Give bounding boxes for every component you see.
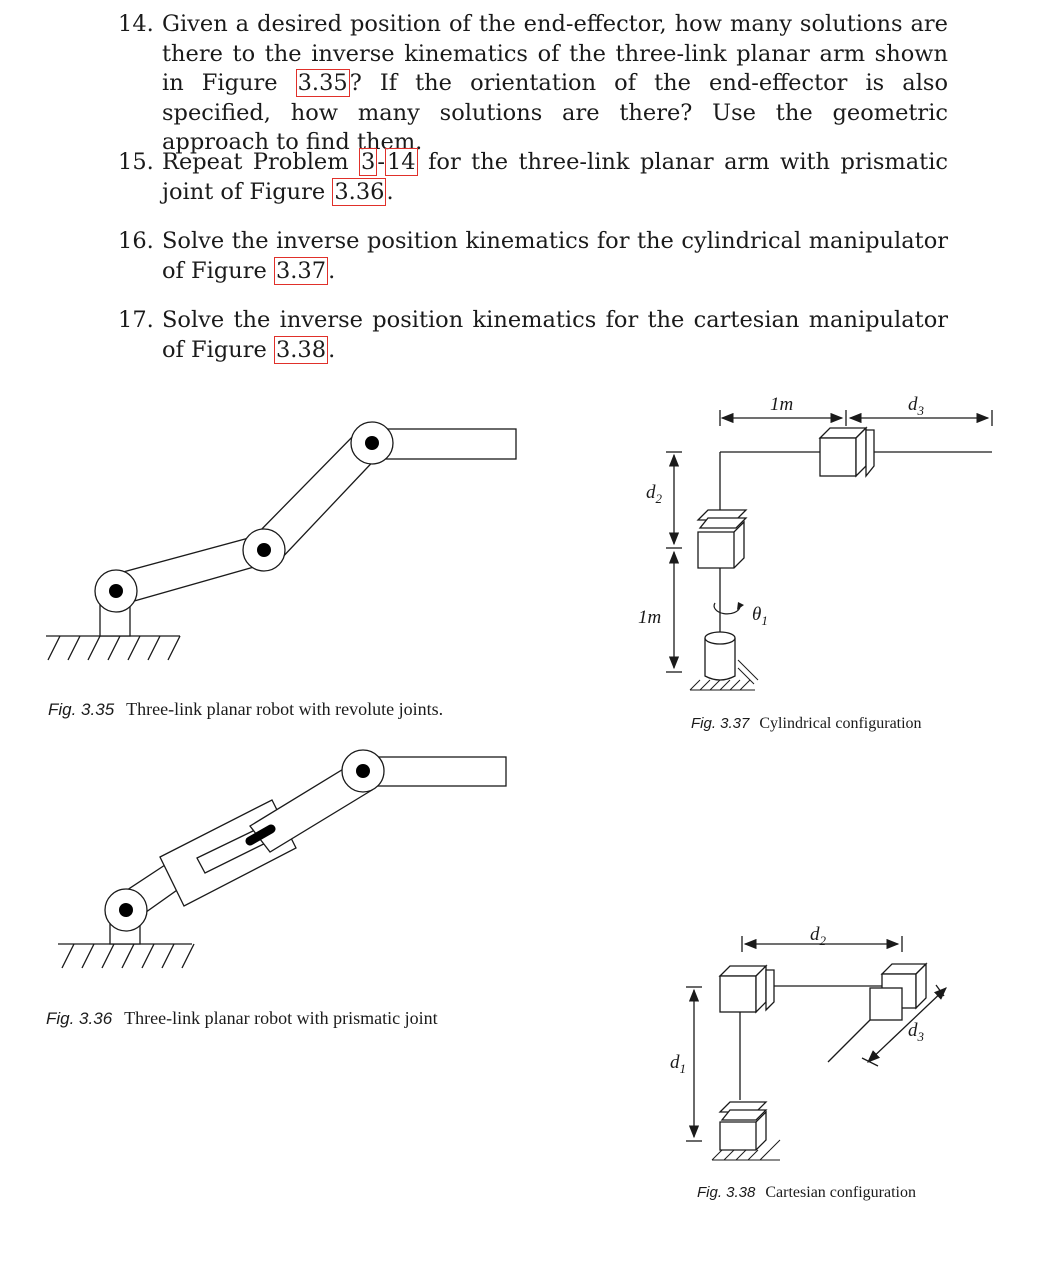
figure-reference-link[interactable]: 3.36 xyxy=(334,178,385,205)
figure-reference-link[interactable]: 3.37 xyxy=(275,257,327,284)
caption-fig-3-36 xyxy=(46,1008,438,1029)
figure-reference-link[interactable]: 14 xyxy=(386,149,416,175)
problem-text-run: - xyxy=(377,149,385,175)
figure-number: Fig. 3.35 xyxy=(48,700,115,719)
problem-text-run: Solve the inverse position kinematics for the cartesian manipulator of Figure xyxy=(162,307,948,363)
figure-reference-link[interactable]: 3.38 xyxy=(275,336,327,363)
problem-text-run: Repeat Problem xyxy=(162,149,360,175)
dim-label-d1: $d_1$ xyxy=(670,1052,686,1076)
fig-3-35-drawing xyxy=(46,422,516,660)
caption-fig-3-38 xyxy=(697,1184,916,1202)
problem-text-run: . xyxy=(386,178,394,205)
ground-hatch xyxy=(58,944,194,968)
figure-number: Fig. 3.36 xyxy=(46,1009,113,1028)
figure-number: Fig. 3.38 xyxy=(697,1184,756,1201)
problem-number: 14. xyxy=(118,11,154,37)
caption-fig-3-35 xyxy=(48,699,443,720)
figure-reference-link[interactable]: 3 xyxy=(361,149,376,175)
dim-label-d3: $d_3$ xyxy=(908,394,924,418)
ground-hatch xyxy=(46,636,180,660)
problem-text-run: . xyxy=(328,336,336,363)
figure-caption: Three-link planar robot with revolute joints. xyxy=(126,699,444,719)
caption-fig-3-37 xyxy=(691,715,922,733)
dim-label-1m-top: 1m xyxy=(770,394,794,415)
dim-label-1m-base: 1m xyxy=(638,607,662,628)
problem-number: 16. xyxy=(118,228,154,254)
problem-text-run: Solve the inverse position kinematics for the cylindrical manipulator of Figure xyxy=(162,228,948,284)
fig-3-37-drawing xyxy=(666,410,992,690)
problem-text-run: for the three-link planar arm with prismatic joint of Figure xyxy=(162,149,948,205)
problem-number: 17. xyxy=(118,307,154,333)
problem-text-run: ? If the orientation of the end-effector is also specified, how many solutions are there? Use the geometric approach to find them. xyxy=(162,70,949,155)
fig-3-37-labels xyxy=(638,394,925,628)
dim-label-d3: $d_3$ xyxy=(908,1020,924,1044)
dim-label-d2: $d_2$ xyxy=(646,482,662,506)
figure-caption: Three-link planar robot with prismatic joint xyxy=(124,1008,438,1028)
problem-text-run: . xyxy=(328,257,336,284)
fig-3-36-drawing xyxy=(58,750,506,968)
problem-text-run: Given a desired position of the end-effector, how many solutions are there to the inverse kinematics of the three-link planar arm shown in Figure xyxy=(162,11,948,96)
figure-caption: Cylindrical configuration xyxy=(759,715,922,732)
figure-number: Fig. 3.37 xyxy=(691,715,750,732)
figure-caption: Cartesian configuration xyxy=(765,1184,916,1201)
problem-number: 15. xyxy=(118,149,154,175)
fig-3-38-drawing xyxy=(686,936,946,1160)
angle-label-theta1: $\theta_1$ xyxy=(752,604,768,628)
figure-reference-link[interactable]: 3.35 xyxy=(297,70,348,96)
dim-label-d2: $d_2$ xyxy=(810,924,826,948)
